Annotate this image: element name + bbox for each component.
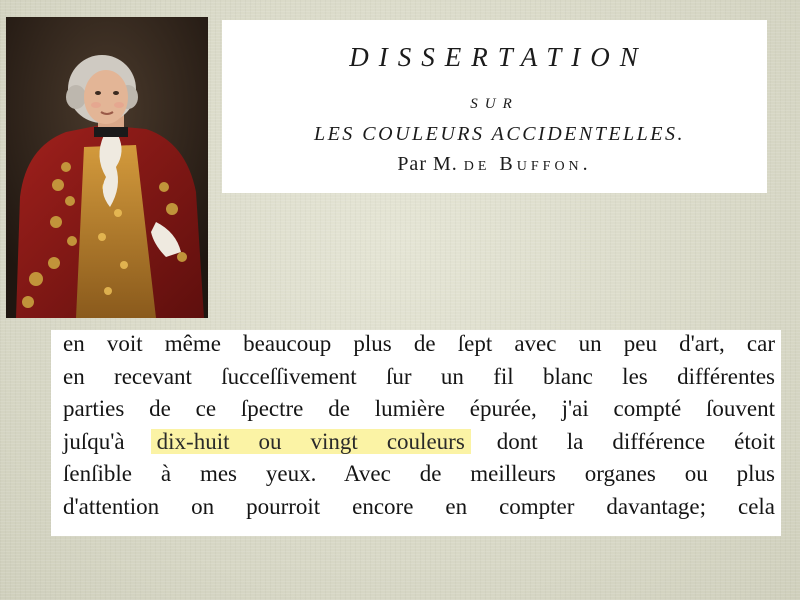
portrait-of-buffon-icon — [6, 17, 208, 318]
excerpt-line: en voit même beaucoup plus de ſept avec un peu d'art, car — [63, 331, 775, 356]
page-cut-edge — [51, 528, 781, 536]
author-name: de Buffon. — [463, 153, 592, 175]
excerpt-line: ſenſible à mes yeux. Avec de meilleurs organes ou plus — [63, 461, 775, 486]
excerpt-line: d'attention on pourroit encore en compter davantage; cela — [63, 493, 775, 519]
line-start: juſqu'à — [63, 428, 125, 454]
excerpt-line: en recevant ſucceſſivement ſur un fil blanc les différentes — [63, 363, 775, 389]
highlighted-phrase: dix-huit ou vingt couleurs — [151, 429, 471, 454]
title-line-sur: SUR — [470, 96, 519, 112]
portrait-image — [6, 17, 208, 318]
title-line-subject: LES COULEURS ACCIDENTELLES. — [313, 123, 686, 145]
title-line-dissertation: DISSERTATION — [349, 42, 648, 72]
author-prefix: Par M. — [397, 153, 458, 175]
excerpt-line: parties de ce ſpectre de lumière épurée, j'ai compté ſouvent — [63, 396, 775, 421]
title-page — [222, 20, 767, 193]
title-author — [222, 153, 767, 176]
excerpt-line-highlighted — [63, 426, 775, 459]
text-excerpt — [51, 330, 781, 536]
line-end: dont la différence étoit — [496, 428, 776, 454]
